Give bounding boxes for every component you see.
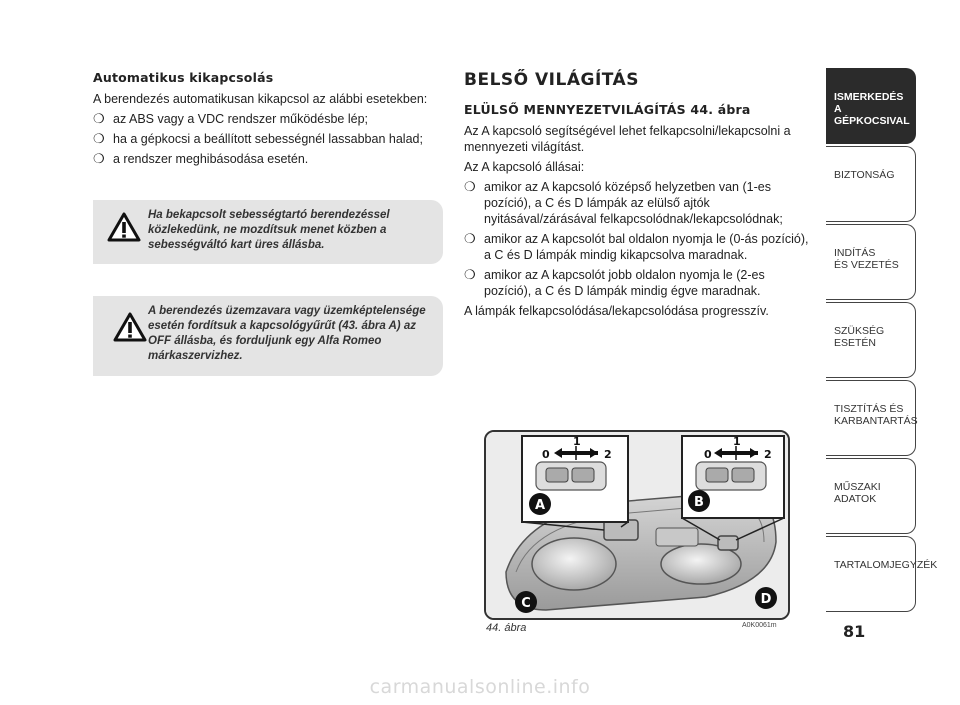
figure-label-2: 2 bbox=[764, 448, 772, 461]
figure-label-0: 0 bbox=[542, 448, 550, 461]
bullet-icon: ❍ bbox=[93, 111, 105, 126]
warning-text: Ha bekapcsolt sebességtartó berendezéssel közlekedünk, ne mozdítsuk menet közben a sebességváltó kart üres állásba. bbox=[148, 209, 390, 251]
tab-maintenance[interactable]: TISZTÍTÁS ÉS KARBANTARTÁS bbox=[826, 380, 916, 456]
bullet-icon: ❍ bbox=[93, 151, 105, 166]
bullet-icon: ❍ bbox=[464, 267, 476, 282]
figure-label-2: 2 bbox=[604, 448, 612, 461]
tab-getting-to-know[interactable]: ISMERKEDÉS A GÉPKOCSIVAL bbox=[826, 68, 916, 144]
warning-text: A berendezés üzemzavara vagy üzemképtelensége esetén fordítsuk a kapcsológyűrűt (43. ábra A) az OFF állásba, és forduljunk egy Alfa Romeo márkaszervizhez. bbox=[148, 305, 426, 362]
figure-callout-d: D bbox=[760, 592, 772, 607]
bullet-icon: ❍ bbox=[464, 231, 476, 246]
warning-box bbox=[93, 200, 443, 264]
page-title: BELSŐ VILÁGÍTÁS bbox=[464, 70, 639, 90]
figure-callout-c: C bbox=[521, 596, 531, 611]
tab-technical-data[interactable]: MŰSZAKI ADATOK bbox=[826, 458, 916, 534]
figure-callout-b: B bbox=[694, 495, 704, 510]
figure-label-0: 0 bbox=[704, 448, 712, 461]
figure-caption: 44. ábra bbox=[486, 622, 527, 634]
warning-triangle-icon bbox=[113, 312, 147, 342]
bullet-icon: ❍ bbox=[93, 131, 105, 146]
intro-text: A berendezés automatikusan kikapcsol az alábbi esetekben: bbox=[93, 92, 428, 106]
list-item: ❍ amikor az A kapcsoló középső helyzetben van (1-es pozíció), a C és D lámpák az elülső ajtók nyitásával/zárásával felkapcsolódnak/lekapcsolódnak; bbox=[464, 179, 783, 226]
list-item: ❍ amikor az A kapcsolót bal oldalon nyomja le (0-ás pozíció), a C és D lámpák mindig kikapcsolva maradnak. bbox=[464, 231, 809, 262]
bullet-icon: ❍ bbox=[464, 179, 476, 194]
chapter-tabs bbox=[826, 68, 938, 614]
figure-callout-a: A bbox=[534, 498, 546, 513]
figure-code: A0K0061m bbox=[742, 622, 777, 629]
section-subtitle: ELÜLSŐ MENNYEZETVILÁGÍTÁS 44. ábra bbox=[464, 102, 751, 117]
paragraph: A lámpák felkapcsolódása/lekapcsolódása progresszív. bbox=[464, 304, 769, 318]
list-item: ❍ az ABS vagy a VDC rendszer működésbe lép; bbox=[93, 111, 368, 126]
figure-label-1: 1 bbox=[733, 435, 741, 448]
figure-ceiling-light bbox=[484, 430, 790, 620]
ceiling-light-illustration bbox=[486, 432, 788, 618]
watermark: carmanualsonline.info bbox=[369, 676, 591, 698]
list-item: ❍ a rendszer meghibásodása esetén. bbox=[93, 151, 309, 166]
page-number: 81 bbox=[843, 622, 866, 641]
paragraph: Az A kapcsoló állásai: bbox=[464, 160, 585, 174]
paragraph: Az A kapcsoló segítségével lehet felkapcsolni/lekapcsolni a mennyezeti világítást. bbox=[464, 124, 791, 154]
left-column bbox=[93, 70, 443, 171]
warning-box bbox=[93, 296, 443, 376]
tab-emergency[interactable]: SZÜKSÉG ESETÉN bbox=[826, 302, 916, 378]
list-item: ❍ amikor az A kapcsolót jobb oldalon nyomja le (2-es pozíció), a C és D lámpák mindig égve maradnak. bbox=[464, 267, 765, 298]
section-heading-auto-off: Automatikus kikapcsolás bbox=[93, 70, 274, 85]
right-column bbox=[464, 70, 814, 323]
tab-starting-driving[interactable]: INDÍTÁS ÉS VEZETÉS bbox=[826, 224, 916, 300]
warning-triangle-icon bbox=[107, 212, 141, 242]
tab-index[interactable]: TARTALOMJEGYZÉK bbox=[826, 536, 916, 612]
list-item: ❍ ha a gépkocsi a beállított sebességnél lassabban halad; bbox=[93, 131, 423, 146]
tab-safety[interactable]: BIZTONSÁG bbox=[826, 146, 916, 222]
figure-label-1: 1 bbox=[573, 435, 581, 448]
